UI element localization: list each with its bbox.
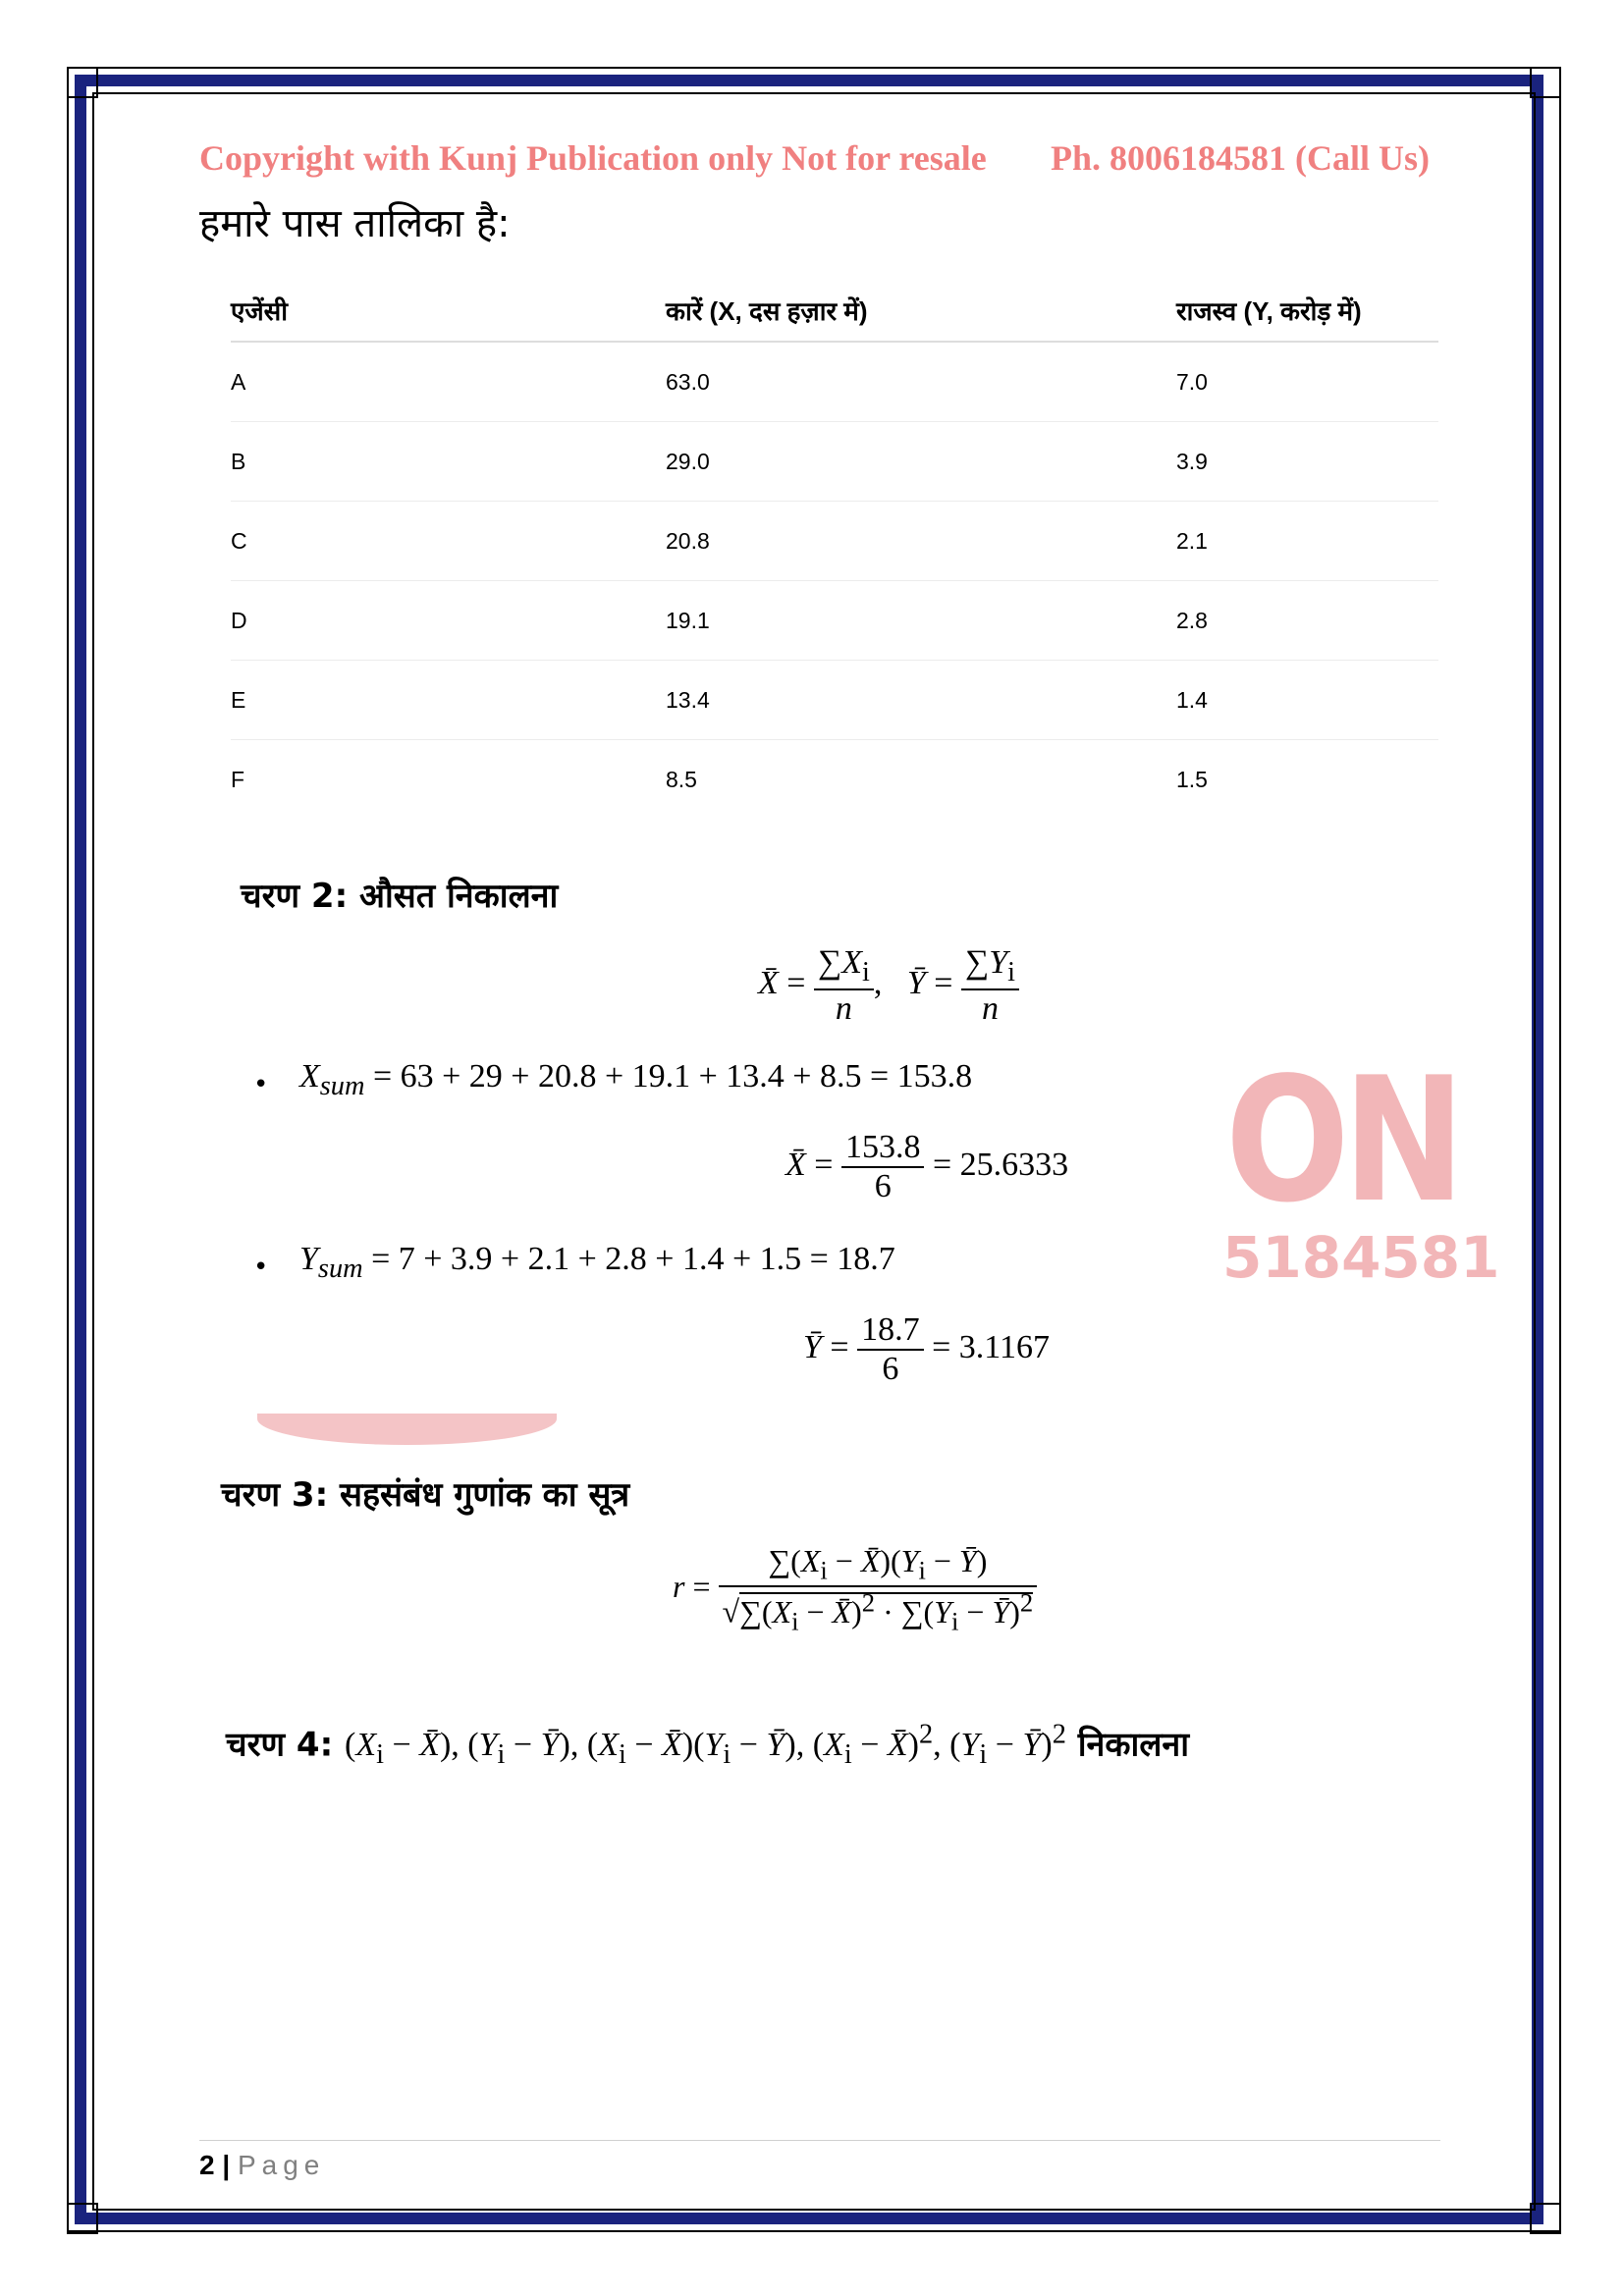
- table-cell: 63.0: [666, 342, 1176, 422]
- table-cell: 7.0: [1176, 342, 1438, 422]
- intro-text: हमारे पास तालिका है:: [199, 201, 511, 246]
- table-header-row: [231, 280, 1438, 342]
- column-header-revenue: राजस्व (Y, करोड़ में): [1176, 280, 1438, 342]
- table-cell: A: [231, 342, 666, 422]
- y-sum-expression: = 7 + 3.9 + 2.1 + 2.8 + 1.4 + 1.5 = 18.7: [371, 1241, 895, 1277]
- table-cell: 2.8: [1176, 581, 1438, 661]
- corner-ornament: [67, 2203, 98, 2234]
- x-mean-value: = 25.6333: [932, 1146, 1069, 1183]
- table-row: [231, 342, 1438, 422]
- step2-heading: चरण 2: औसत निकालना: [241, 877, 559, 916]
- footer-separator: |: [222, 2150, 231, 2180]
- watermark-phone: 5184581: [1222, 1224, 1500, 1291]
- corner-ornament: [1530, 2203, 1561, 2234]
- table-cell: 1.4: [1176, 661, 1438, 740]
- step4-suffix: निकालना: [1077, 1725, 1190, 1765]
- column-header-cars: कारें (X, दस हज़ार में): [666, 280, 1176, 342]
- page-label: Page: [237, 2150, 326, 2180]
- table-cell: E: [231, 661, 666, 740]
- data-table: [231, 280, 1438, 819]
- x-mean-numerator: 153.8: [841, 1129, 925, 1168]
- contact-phone: Ph. 8006184581 (Call Us): [1051, 138, 1430, 178]
- corner-ornament: [67, 67, 98, 98]
- x-mean-formula: X̄ = $\frac{153.8}{6}$ = 25.6333: [785, 1129, 1069, 1204]
- step3-heading: चरण 3: सहसंबंध गुणांक का सूत्र: [221, 1475, 630, 1515]
- corner-ornament: [1530, 67, 1561, 98]
- step4-prefix: चरण 4:: [226, 1725, 334, 1765]
- watermark-text: ON: [1225, 1041, 1459, 1241]
- page-number: 2: [199, 2150, 215, 2180]
- bullet-icon: •: [253, 1070, 269, 1099]
- table-cell: 13.4: [666, 661, 1176, 740]
- table-row: [231, 740, 1438, 820]
- x-mean-denominator: 6: [874, 1168, 892, 1204]
- y-mean-denominator: 6: [882, 1351, 899, 1387]
- table-cell: C: [231, 502, 666, 581]
- footer-divider: [199, 2140, 1440, 2141]
- step4-heading: चरण 4: ($X_i$ − X̄), ($Y_i$ − Ȳ), ($X_i$ − $X̄)(Y_i$ − Ȳ), ($X_i$ − X̄)$^2$, ($Y_i$ − Ȳ)$^2$ निकालना: [226, 1720, 1190, 1771]
- x-sum-expression: = 63 + 29 + 20.8 + 19.1 + 13.4 + 8.5 = 153.8: [372, 1058, 973, 1095]
- y-sum-line: $Y_{sum} = 7 + 3.9 + 2.1 + 2.8 + 1.4 + 1.5 = 18.7$: [299, 1241, 895, 1284]
- page-footer: [199, 2150, 325, 2181]
- correlation-formula: r = $\frac{\sum(X_i - X̄)(Y_i - Ȳ)}{√\sum(X_i - X̄)^2 \cdot \sum(Y_i - Ȳ)^2}$: [673, 1543, 1037, 1636]
- header: [199, 137, 1430, 179]
- x-sum-line: $X_{sum} = 63 + 29 + 20.8 + 19.1 + 13.4 + 8.5 = 153.8$: [299, 1058, 973, 1101]
- table-cell: F: [231, 766, 245, 792]
- column-header-agency: एजेंसी: [231, 280, 666, 342]
- mean-formula: X̄ = $\frac{\sum X_i}{n}$ , Ȳ = $\frac{\sum Y_i}{n}$: [758, 944, 1019, 1028]
- table-row: [231, 581, 1438, 661]
- table-cell: 29.0: [666, 422, 1176, 502]
- table-cell: 1.5: [1176, 766, 1208, 792]
- table-row: [231, 661, 1438, 740]
- table-cell: B: [231, 422, 666, 502]
- table-cell: 3.9: [1176, 422, 1438, 502]
- y-mean-numerator: 18.7: [857, 1311, 924, 1351]
- y-mean-formula: Ȳ = $\frac{18.7}{6}$ = 3.1167: [803, 1311, 1051, 1387]
- copyright-notice: Copyright with Kunj Publication only Not for resale: [199, 138, 987, 178]
- table-row: [231, 422, 1438, 502]
- table-cell: 20.8: [666, 502, 1176, 581]
- table-cell: 8.5: [666, 766, 697, 792]
- table-cell: 2.1: [1176, 502, 1438, 581]
- y-mean-value: = 3.1167: [932, 1328, 1051, 1365]
- bullet-icon: •: [253, 1253, 269, 1282]
- table-row: [231, 502, 1438, 581]
- table-cell: 19.1: [666, 581, 1176, 661]
- table-cell: D: [231, 581, 666, 661]
